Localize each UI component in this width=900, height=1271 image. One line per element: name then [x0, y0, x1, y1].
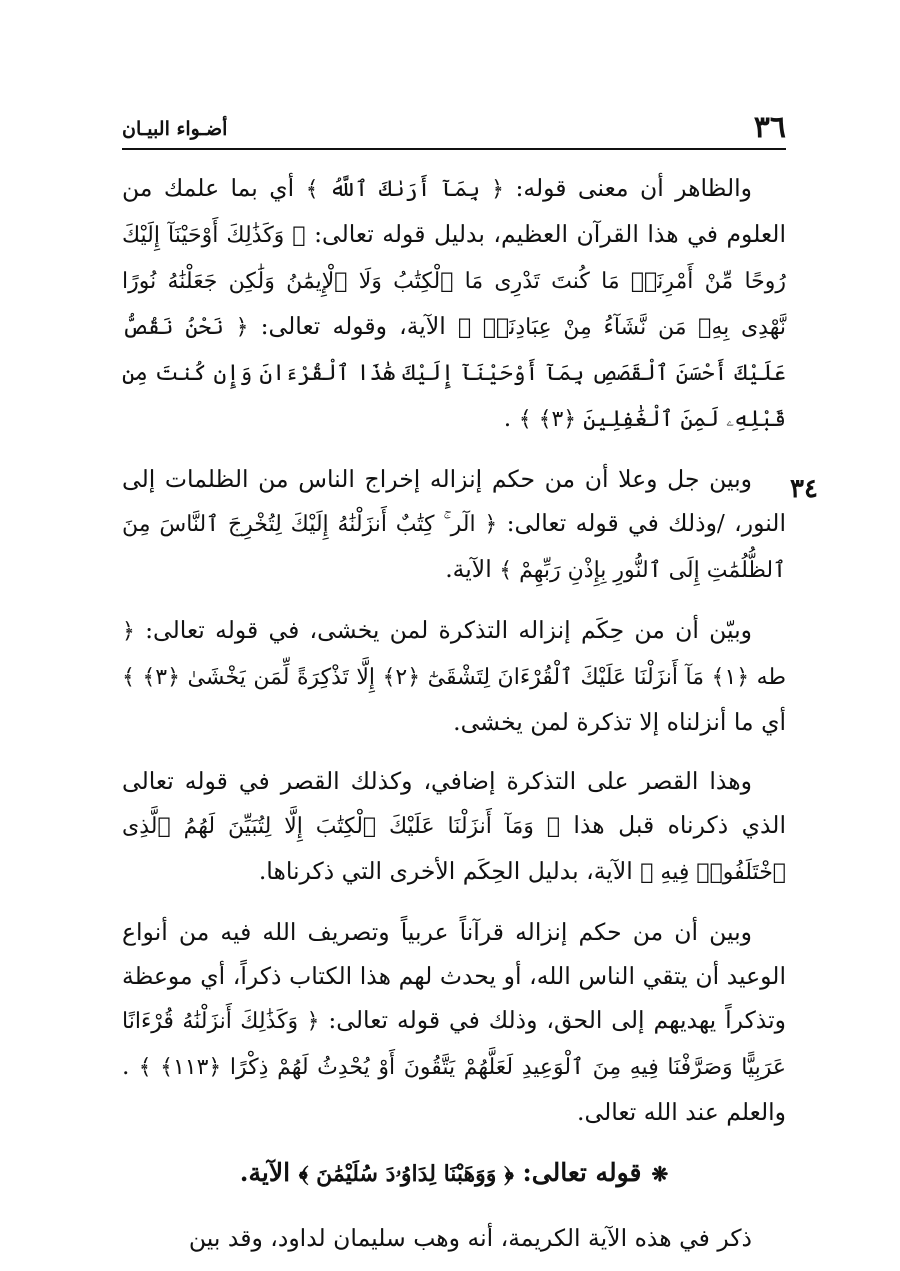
- margin-page-marker: ٣٤: [790, 474, 818, 504]
- paragraph-text: الآية، بدليل الحِكَم الأخرى التي ذكرناها.: [258, 857, 641, 885]
- paragraph-text: ذكر في هذه الآية الكريمة، أنه وهب سليمان لداود، وقد بين: [188, 1224, 752, 1252]
- paragraph-text: أي ما أنزلناه إلا تذكرة لمن يخشى.: [453, 708, 786, 736]
- quran-verse: ﴿ وَكَذَٰلِكَ أَوْحَيْنَآ إِلَيْكَ رُوحًا مِّنْ أَمْرِنَاۚ مَا كُنتَ تَدْرِى مَا ٱلْكِتَٰبُ وَلَا ٱلْإِيمَٰنُ وَلَٰكِن جَعَلْنَٰهُ نُورًا نَّهْدِى بِهِۦ مَن نَّشَآءُ مِنْ عِبَادِنَاۚ ﴾: [122, 223, 786, 340]
- quran-verse: ﴿ وَوَهَبْنَا لِدَاوُۥدَ سُلَيْمَٰنَ ﴾: [298, 1161, 514, 1187]
- heading-text: قوله تعالى:: [513, 1158, 642, 1187]
- page-number: ٣٦: [753, 110, 786, 145]
- quran-verse: ﴿ الٓر ۚ كِتَٰبٌ أَنزَلْنَٰهُ إِلَيْكَ لِتُخْرِجَ ٱلنَّاسَ مِنَ ٱلظُّلُمَٰتِ إِلَى ٱلنُّورِ بِإِذْنِ رَبِّهِمْ ﴾: [122, 512, 786, 583]
- running-header: [122, 108, 786, 150]
- paragraph-2: [122, 457, 786, 593]
- paragraph-text: وبيّن أن من حِكَم إنزاله التذكرة لمن يخشى، في قوله تعالى:: [134, 616, 752, 644]
- paragraph-6: [122, 1216, 786, 1260]
- heading-text: الآية.: [239, 1158, 299, 1187]
- paragraph-text: . والعلم عند الله تعالى.: [122, 1052, 786, 1126]
- paragraph-4: [122, 759, 786, 895]
- quran-verse: ﴿ طه ﴿١﴾ مَآ أَنزَلْنَا عَلَيْكَ ٱلْقُرْءَانَ لِتَشْقَىٰٓ ﴿٢﴾ إِلَّا تَذْكِرَةً لِّمَن يَخْشَىٰ ﴿٣﴾ ﴾: [122, 619, 786, 690]
- paragraph-text: وهذا القصر على التذكرة إضافي، وكذلك القصر في قوله تعالى الذي ذكرناه قبل هذا: [122, 767, 787, 839]
- paragraph-text: الآية، وقوله تعالى:: [248, 312, 458, 340]
- paragraph-1: [122, 166, 786, 442]
- paragraph-text: وبين أن من حكم إنزاله قرآناً عربياً وتصريف الله فيه من أنواع الوعيد أن يتقي الناس الله، أو يحدث لهم هذا الكتاب ذكراً، أي موعظة وتذكراً يهديهم إلى الحق، وذلك في قوله تعالى:: [122, 918, 786, 1034]
- paragraph-text: الآية.: [445, 555, 500, 583]
- paragraph-text: .: [503, 404, 519, 432]
- asterism-icon: ❋: [651, 1162, 669, 1186]
- book-title: أضـواء البيـان: [122, 118, 228, 140]
- quran-verse: ﴿ نَحْنُ نَقُصُّ عَلَيْكَ أَحْسَنَ ٱلْقَصَصِ بِمَآ أَوْحَيْنَآ إِلَيْكَ هَٰذَا ٱلْقُرْءَانَ وَإِن كُنتَ مِن قَبْلِهِۦ لَمِنَ ٱلْغَٰفِلِينَ ﴿٣﴾ ﴾: [122, 315, 786, 432]
- paragraph-3: [122, 608, 786, 744]
- paragraph-text: أي بما علمك من العلوم في هذا القرآن العظيم، بدليل قوله تعالى:: [122, 174, 786, 248]
- quran-verse: ﴿ وَكَذَٰلِكَ أَنزَلْنَٰهُ قُرْءَانًا عَرَبِيًّا وَصَرَّفْنَا فِيهِ مِنَ ٱلْوَعِيدِ لَعَلَّهُمْ يَتَّقُونَ أَوْ يُحْدِثُ لَهُمْ ذِكْرًا ﴿١١٣﴾ ﴾: [122, 1009, 786, 1080]
- paragraph-text: والظاهر أن معنى قوله:: [504, 174, 752, 202]
- section-heading: [122, 1149, 786, 1198]
- paragraph-text: وبين جل وعلا أن من حكم إنزاله إخراج الناس من الظلمات إلى النور، /وذلك في قوله تعالى:: [122, 465, 786, 537]
- paragraph-5: [122, 910, 786, 1134]
- quran-verse: ﴿ وَمَآ أَنزَلْنَا عَلَيْكَ ٱلْكِتَٰبَ إِلَّا لِتُبَيِّنَ لَهُمُ ٱلَّذِى ٱخْتَلَفُوا۟ فِيهِ ﴾: [122, 814, 786, 885]
- quran-verse: ﴿ بِمَآ أَرَىٰكَ ٱللَّهُ ﴾: [305, 177, 505, 202]
- page-body: [122, 166, 787, 1252]
